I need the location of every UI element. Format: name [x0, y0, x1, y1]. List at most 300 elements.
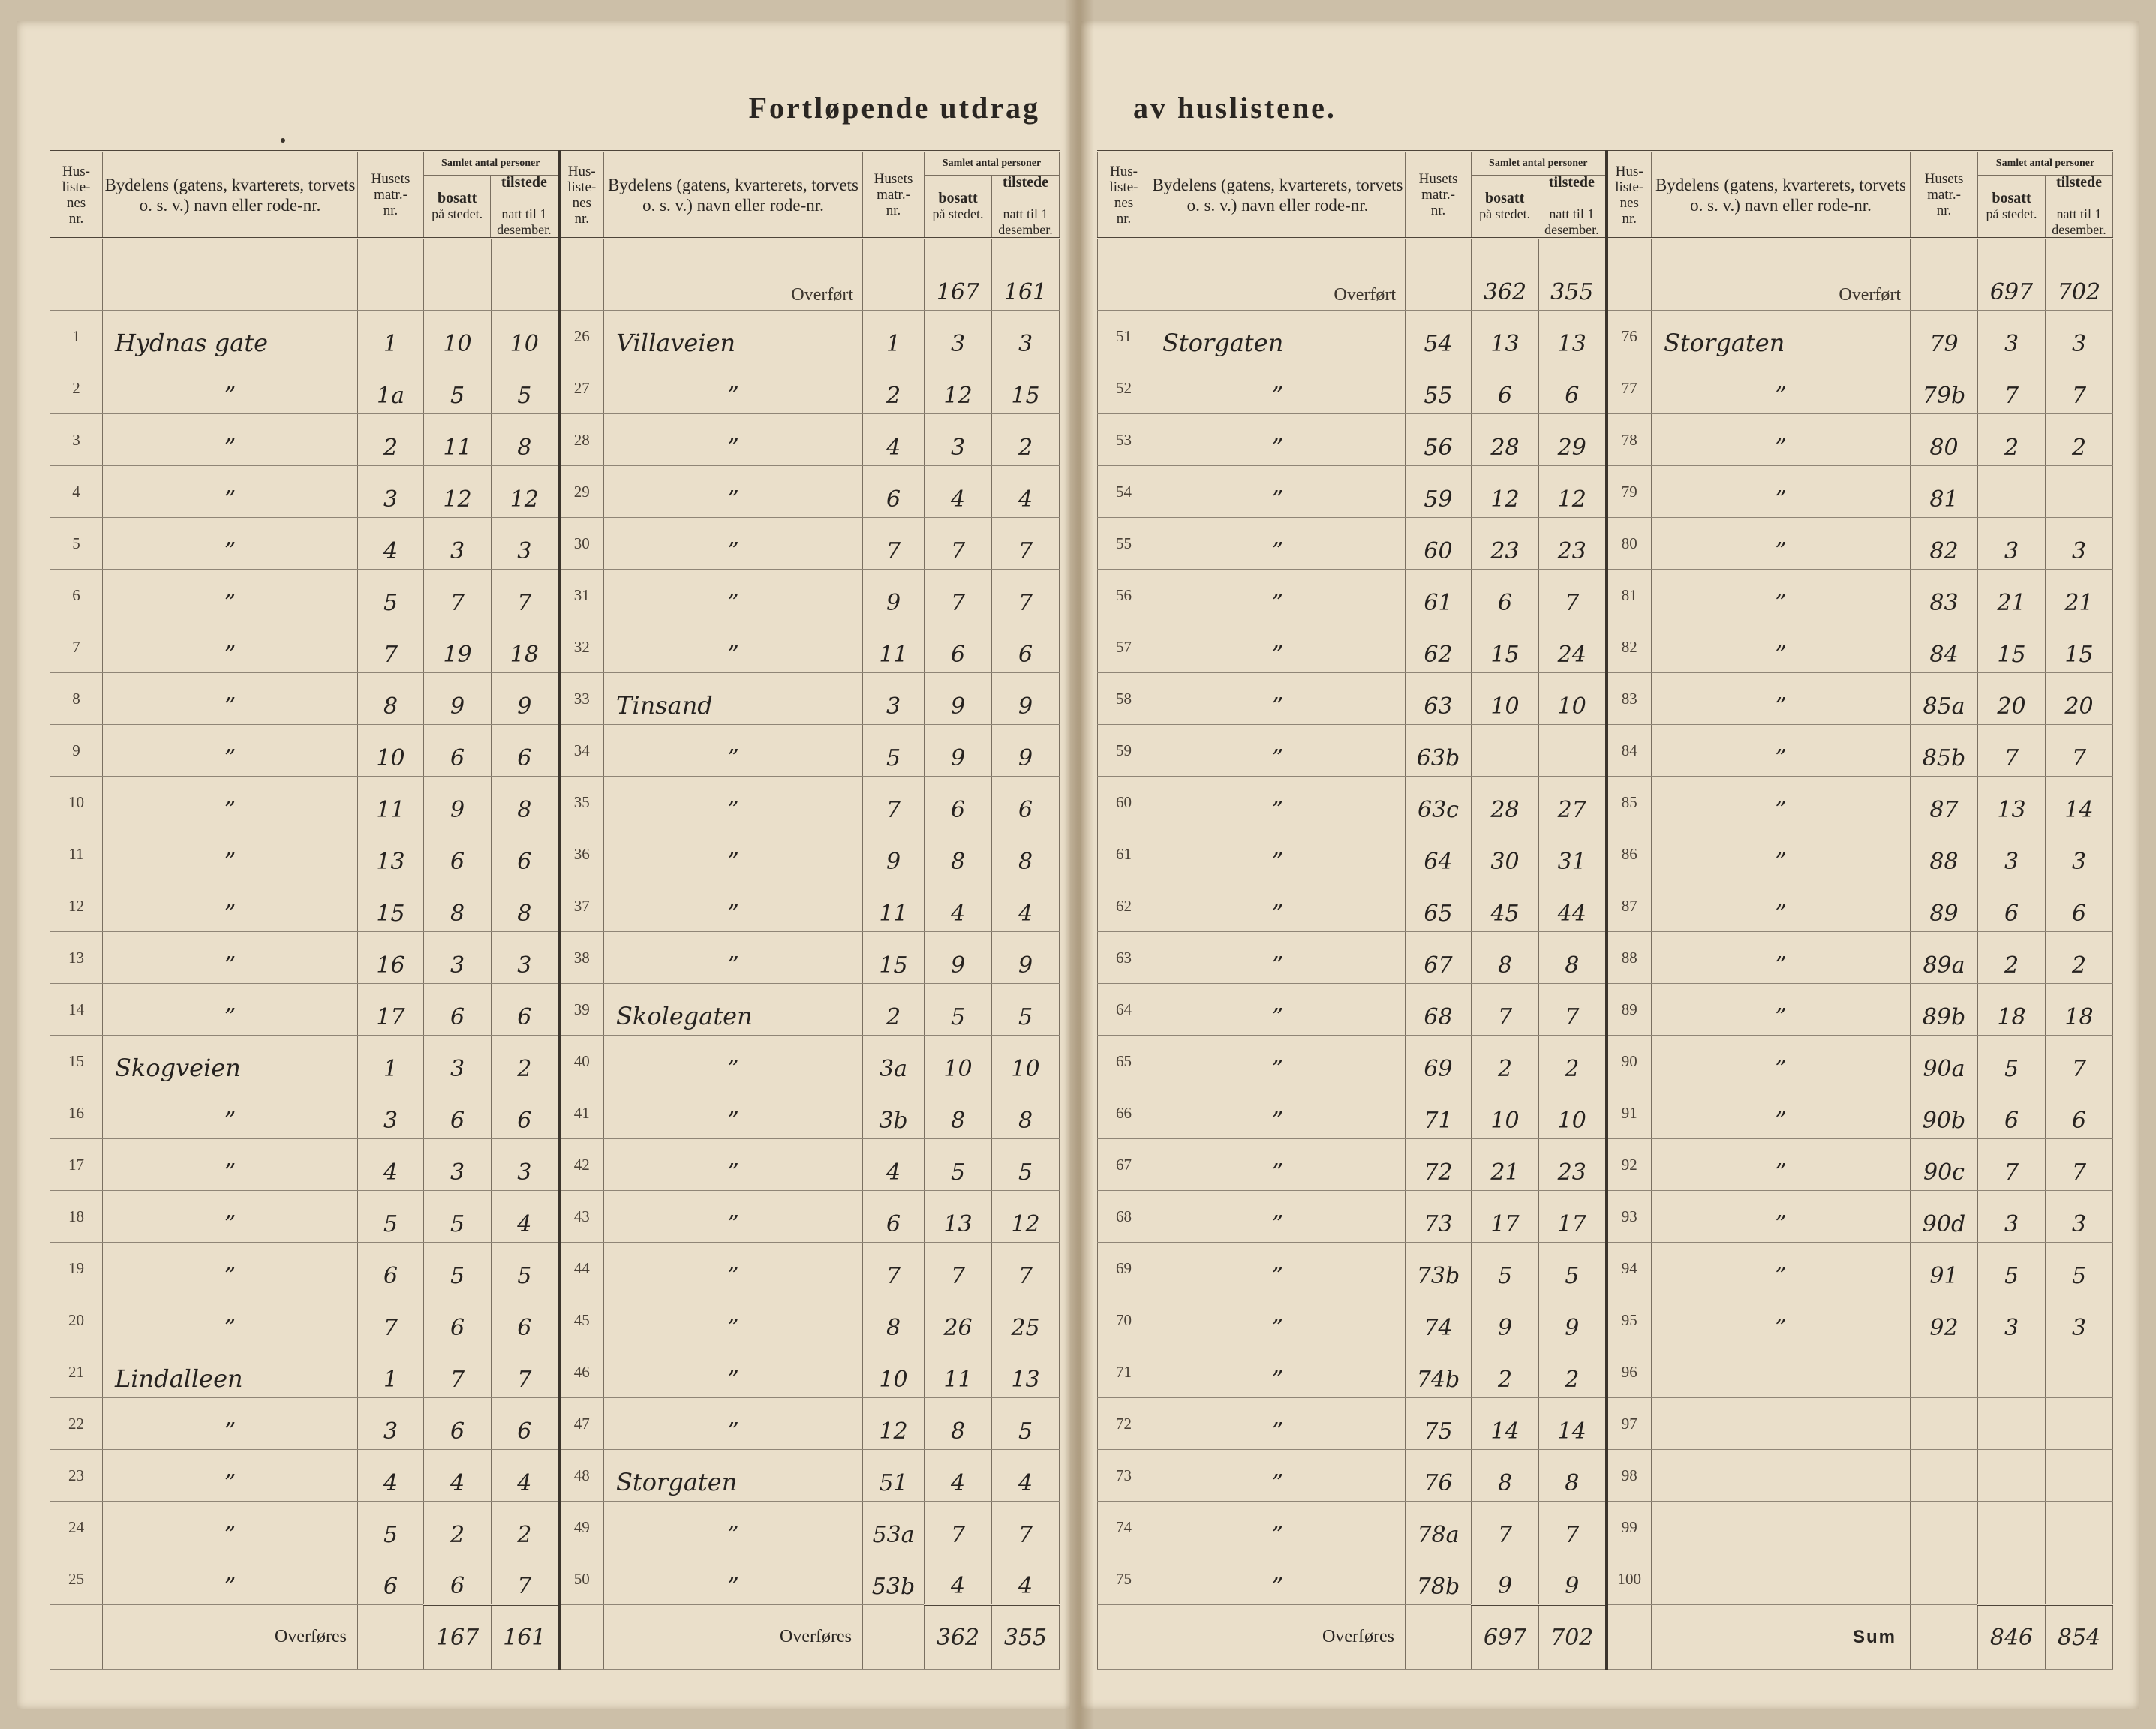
house-list-nr: 49 [559, 1502, 604, 1553]
foot-matr [863, 1605, 925, 1670]
tilstede-count: 8 [492, 880, 559, 932]
matr-nr: 89 [1911, 880, 1978, 932]
bosatt-count [1978, 1502, 2046, 1553]
header-nr: Hus- liste- nes nr. [1098, 152, 1150, 239]
house-list-nr: 13 [50, 932, 103, 984]
ledger-row [50, 362, 1060, 414]
tilstede-count: 7 [492, 570, 559, 621]
carry-out-row [50, 1605, 1060, 1670]
house-list-nr: 98 [1607, 1450, 1652, 1502]
tilstede-count: 2 [992, 414, 1060, 466]
matr-nr: 82 [1911, 518, 1978, 570]
matr-nr: 10 [863, 1346, 925, 1398]
bosatt-count: 4 [424, 1450, 492, 1502]
tilstede-count: 8 [992, 1087, 1060, 1139]
house-list-nr: 26 [559, 311, 604, 362]
bosatt-count: 23 [1472, 518, 1539, 570]
header-matr: Husets matr.- nr. [358, 152, 424, 239]
carry-out-bosatt: 167 [424, 1605, 492, 1670]
tilstede-count: 12 [1539, 466, 1607, 518]
header-bosatt: bosatt på stedet. [432, 190, 483, 221]
tilstede-count: 5 [992, 984, 1060, 1036]
house-list-nr: 76 [1607, 311, 1652, 362]
bosatt-count: 4 [925, 1553, 992, 1605]
house-list-nr: 92 [1607, 1139, 1652, 1191]
ledger-row [1098, 311, 2113, 362]
header-matr: Husets matr.- nr. [1406, 152, 1472, 239]
street-name: Storgaten [1150, 311, 1406, 362]
ditto-mark: ” [604, 1294, 863, 1346]
house-list-nr: 65 [1098, 1036, 1150, 1087]
ditto-mark: ” [103, 570, 358, 621]
header-person-count [1472, 152, 1607, 239]
matr-nr: 83 [1911, 570, 1978, 621]
house-list-nr: 41 [559, 1087, 604, 1139]
tilstede-count [2046, 1502, 2113, 1553]
house-list-nr: 37 [559, 880, 604, 932]
house-list-nr: 69 [1098, 1243, 1150, 1294]
matr-nr: 1 [863, 311, 925, 362]
tilstede-count: 20 [2046, 673, 2113, 725]
house-list-nr: 61 [1098, 828, 1150, 880]
house-list-nr: 8 [50, 673, 103, 725]
header-matr: Husets matr.- nr. [1911, 152, 1978, 239]
house-list-nr: 87 [1607, 880, 1652, 932]
ditto-mark: ” [103, 1243, 358, 1294]
matr-nr: 67 [1406, 932, 1472, 984]
tilstede-count: 8 [1539, 1450, 1607, 1502]
matr-nr: 2 [863, 984, 925, 1036]
ditto-mark: ” [604, 362, 863, 414]
bosatt-count: 2 [1472, 1346, 1539, 1398]
ditto-mark: ” [1652, 828, 1911, 880]
matr-nr: 76 [1406, 1450, 1472, 1502]
tilstede-count: 18 [2046, 984, 2113, 1036]
ditto-mark: ” [103, 932, 358, 984]
tilstede-count: 5 [992, 1398, 1060, 1450]
house-list-nr: 67 [1098, 1139, 1150, 1191]
bosatt-count: 7 [1978, 362, 2046, 414]
header-group-title: Samlet antal personer [925, 152, 1059, 176]
bosatt-count: 9 [925, 673, 992, 725]
matr-nr: 4 [863, 414, 925, 466]
matr-nr: 90d [1911, 1191, 1978, 1243]
matr-nr: 9 [863, 570, 925, 621]
matr-nr: 63b [1406, 725, 1472, 777]
ledger-row [1098, 1502, 2113, 1553]
carry-matr [358, 239, 424, 311]
house-list-nr: 38 [559, 932, 604, 984]
ditto-mark: ” [1652, 621, 1911, 673]
bosatt-count: 3 [1978, 518, 2046, 570]
matr-nr: 90c [1911, 1139, 1978, 1191]
matr-nr [1911, 1502, 1978, 1553]
house-list-nr: 55 [1098, 518, 1150, 570]
matr-nr: 3 [358, 466, 424, 518]
house-list-nr: 12 [50, 880, 103, 932]
ditto-mark: ” [1652, 518, 1911, 570]
ledger-row [50, 880, 1060, 932]
carry-matr [1911, 239, 1978, 311]
ditto-mark: ” [1150, 1398, 1406, 1450]
bosatt-count: 7 [1978, 1139, 2046, 1191]
matr-nr: 90a [1911, 1036, 1978, 1087]
foot-matr [1911, 1605, 1978, 1670]
matr-nr: 17 [358, 984, 424, 1036]
bosatt-count: 30 [1472, 828, 1539, 880]
header-description: Bydelens (gatens, kvarterets, torvets o. s. v.) navn eller rode-nr. [604, 152, 863, 239]
tilstede-count: 8 [992, 828, 1060, 880]
tilstede-count: 7 [492, 1346, 559, 1398]
ditto-mark: ” [103, 1398, 358, 1450]
house-list-nr: 17 [50, 1139, 103, 1191]
house-list-nr: 1 [50, 311, 103, 362]
carry-matr [1406, 239, 1472, 311]
header-nr: Hus- liste- nes nr. [559, 152, 604, 239]
ledger-row [50, 1087, 1060, 1139]
ditto-mark: ” [103, 1450, 358, 1502]
matr-nr: 84 [1911, 621, 1978, 673]
ditto-mark: ” [604, 1087, 863, 1139]
tilstede-count: 7 [992, 1243, 1060, 1294]
bosatt-count: 7 [424, 570, 492, 621]
house-list-nr: 88 [1607, 932, 1652, 984]
ditto-mark: ” [604, 1346, 863, 1398]
ditto-mark: ” [103, 1139, 358, 1191]
street-name: Lindalleen [103, 1346, 358, 1398]
tilstede-count: 4 [992, 1553, 1060, 1605]
tilstede-count [2046, 1346, 2113, 1398]
ink-dot [281, 138, 285, 143]
matr-nr: 89a [1911, 932, 1978, 984]
matr-nr: 78a [1406, 1502, 1472, 1553]
carry-in-tilstede [492, 239, 559, 311]
tilstede-count: 6 [492, 1294, 559, 1346]
matr-nr: 13 [358, 828, 424, 880]
tilstede-count: 5 [992, 1139, 1060, 1191]
ledger-row [50, 1553, 1060, 1605]
ditto-mark: ” [1150, 1502, 1406, 1553]
ditto-mark: ” [604, 1553, 863, 1605]
header-subcolumns [424, 176, 558, 237]
ledger-row [1098, 1450, 2113, 1502]
header-bosatt: bosatt på stedet. [932, 190, 984, 221]
matr-nr: 15 [358, 880, 424, 932]
house-list-nr: 23 [50, 1450, 103, 1502]
bosatt-count: 3 [424, 932, 492, 984]
ditto-mark: ” [1150, 414, 1406, 466]
matr-nr: 79b [1911, 362, 1978, 414]
tilstede-count: 7 [992, 570, 1060, 621]
carry-out-tilstede: 702 [1539, 1605, 1607, 1670]
house-list-nr: 11 [50, 828, 103, 880]
bosatt-count: 5 [1978, 1036, 2046, 1087]
matr-nr: 63 [1406, 673, 1472, 725]
page-title-right: av huslistene. [1133, 91, 1337, 125]
tilstede-count: 15 [992, 362, 1060, 414]
header-person-count [925, 152, 1060, 239]
bosatt-count: 9 [1472, 1294, 1539, 1346]
tilstede-count: 9 [1539, 1553, 1607, 1605]
ledger-row [50, 1502, 1060, 1553]
house-list-nr: 95 [1607, 1294, 1652, 1346]
tilstede-count: 5 [2046, 1243, 2113, 1294]
house-list-nr: 19 [50, 1243, 103, 1294]
bosatt-count: 26 [925, 1294, 992, 1346]
matr-nr: 85a [1911, 673, 1978, 725]
header-nr: Hus- liste- nes nr. [1607, 152, 1652, 239]
bosatt-count: 6 [1472, 362, 1539, 414]
ledger-row [1098, 414, 2113, 466]
house-list-nr: 22 [50, 1398, 103, 1450]
matr-nr: 61 [1406, 570, 1472, 621]
header-description: Bydelens (gatens, kvarterets, torvets o. s. v.) navn eller rode-nr. [1652, 152, 1911, 239]
house-list-nr: 50 [559, 1553, 604, 1605]
matr-nr: 3 [863, 673, 925, 725]
sum-tilstede: 854 [2046, 1605, 2113, 1670]
ditto-mark: ” [103, 1553, 358, 1605]
house-list-nr: 83 [1607, 673, 1652, 725]
bosatt-count: 12 [424, 466, 492, 518]
ditto-mark: ” [1652, 1294, 1911, 1346]
ledger-row [1098, 1346, 2113, 1398]
matr-nr: 79 [1911, 311, 1978, 362]
carry-in-label: Overført [1150, 239, 1406, 311]
bosatt-count: 18 [1978, 984, 2046, 1036]
tilstede-count: 25 [992, 1294, 1060, 1346]
bosatt-count: 45 [1472, 880, 1539, 932]
tilstede-count: 4 [992, 466, 1060, 518]
ditto-mark: ” [1150, 880, 1406, 932]
bosatt-count: 2 [424, 1502, 492, 1553]
bosatt-count: 5 [1472, 1243, 1539, 1294]
house-list-nr: 2 [50, 362, 103, 414]
ditto-mark: ” [604, 777, 863, 828]
ledger-row [1098, 362, 2113, 414]
matr-nr [1911, 1346, 1978, 1398]
carry-out-bosatt: 697 [1472, 1605, 1539, 1670]
ditto-mark: ” [103, 621, 358, 673]
tilstede-count: 3 [2046, 1191, 2113, 1243]
tilstede-count: 2 [2046, 932, 2113, 984]
header-description: Bydelens (gatens, kvarterets, torvets o. s. v.) navn eller rode-nr. [1150, 152, 1406, 239]
matr-nr: 4 [358, 518, 424, 570]
ditto-mark: ” [604, 414, 863, 466]
tilstede-count [2046, 1450, 2113, 1502]
house-list-nr: 28 [559, 414, 604, 466]
ditto-mark: ” [1652, 1191, 1911, 1243]
house-list-nr: 44 [559, 1243, 604, 1294]
house-list-nr: 80 [1607, 518, 1652, 570]
tilstede-count: 2 [1539, 1346, 1607, 1398]
ditto-mark: ” [604, 880, 863, 932]
house-list-nr: 77 [1607, 362, 1652, 414]
ditto-mark: ” [1150, 725, 1406, 777]
matr-nr: 7 [358, 1294, 424, 1346]
house-list-nr: 56 [1098, 570, 1150, 621]
ditto-mark: ” [1150, 1450, 1406, 1502]
page-title-left: Fortløpende utdrag [748, 91, 1040, 125]
ledger-row [1098, 777, 2113, 828]
ditto-mark: ” [1652, 362, 1911, 414]
bosatt-count: 13 [1978, 777, 2046, 828]
house-list-nr: 47 [559, 1398, 604, 1450]
bosatt-count: 4 [925, 466, 992, 518]
matr-nr: 8 [863, 1294, 925, 1346]
ditto-mark: ” [604, 1398, 863, 1450]
street-name: Hydnas gate [103, 311, 358, 362]
house-list-nr: 25 [50, 1553, 103, 1605]
matr-nr: 15 [863, 932, 925, 984]
carry-nr [1607, 239, 1652, 311]
tilstede-count: 7 [1539, 1502, 1607, 1553]
tilstede-count: 12 [992, 1191, 1060, 1243]
tilstede-count: 5 [492, 1243, 559, 1294]
matr-nr: 7 [863, 518, 925, 570]
tilstede-count [2046, 466, 2113, 518]
ledger-row [1098, 1036, 2113, 1087]
carry-matr [863, 239, 925, 311]
bosatt-count: 9 [424, 673, 492, 725]
house-list-nr: 74 [1098, 1502, 1150, 1553]
house-list-nr: 63 [1098, 932, 1150, 984]
matr-nr: 1 [358, 1036, 424, 1087]
matr-nr: 56 [1406, 414, 1472, 466]
house-list-nr: 9 [50, 725, 103, 777]
bosatt-count: 13 [925, 1191, 992, 1243]
ditto-mark: ” [103, 518, 358, 570]
header-matr: Husets matr.- nr. [863, 152, 925, 239]
house-list-nr: 27 [559, 362, 604, 414]
matr-nr: 6 [358, 1553, 424, 1605]
matr-nr: 8 [358, 673, 424, 725]
foot-nr [1607, 1605, 1652, 1670]
ledger-row [50, 984, 1060, 1036]
house-list-nr: 48 [559, 1450, 604, 1502]
bosatt-count: 8 [925, 828, 992, 880]
matr-nr: 92 [1911, 1294, 1978, 1346]
bosatt-count: 9 [925, 725, 992, 777]
bosatt-count: 7 [925, 518, 992, 570]
sum-label: Sum [1652, 1605, 1911, 1670]
ditto-mark: ” [604, 1139, 863, 1191]
tilstede-count: 23 [1539, 518, 1607, 570]
carry-in-label [103, 239, 358, 311]
ledger-row [1098, 1139, 2113, 1191]
house-list-nr: 96 [1607, 1346, 1652, 1398]
tilstede-count: 8 [492, 777, 559, 828]
house-list-nr: 53 [1098, 414, 1150, 466]
tilstede-count: 14 [1539, 1398, 1607, 1450]
tilstede-count: 2 [2046, 414, 2113, 466]
ditto-mark: ” [1652, 414, 1911, 466]
ditto-mark: ” [1150, 1346, 1406, 1398]
carry-out-bosatt: 362 [925, 1605, 992, 1670]
tilstede-count: 9 [992, 725, 1060, 777]
tilstede-count: 9 [992, 673, 1060, 725]
book-gutter [1064, 0, 1094, 1729]
carry-nr [1098, 239, 1150, 311]
bosatt-count: 21 [1978, 570, 2046, 621]
ditto-mark: ” [604, 932, 863, 984]
matr-nr: 11 [358, 777, 424, 828]
tilstede-count: 4 [492, 1450, 559, 1502]
house-list-nr: 57 [1098, 621, 1150, 673]
bosatt-count [1978, 1398, 2046, 1450]
ledger-row [50, 1450, 1060, 1502]
carry-in-label: Overført [1652, 239, 1911, 311]
matr-nr: 5 [358, 570, 424, 621]
ditto-mark: ” [1150, 1036, 1406, 1087]
matr-nr: 3 [358, 1087, 424, 1139]
header-tilstede: tilstede natt til 1 desember. [991, 176, 1059, 237]
tilstede-count: 8 [492, 414, 559, 466]
carry-in-tilstede: 355 [1539, 239, 1607, 311]
tilstede-count: 9 [992, 932, 1060, 984]
ledger-row [50, 673, 1060, 725]
carry-out-tilstede: 355 [992, 1605, 1060, 1670]
house-list-nr: 34 [559, 725, 604, 777]
bosatt-count: 28 [1472, 414, 1539, 466]
matr-nr: 10 [358, 725, 424, 777]
matr-nr [1911, 1398, 1978, 1450]
bosatt-count: 11 [925, 1346, 992, 1398]
ditto-mark: ” [103, 880, 358, 932]
ditto-mark: ” [103, 1191, 358, 1243]
bosatt-count: 19 [424, 621, 492, 673]
bosatt-count: 9 [1472, 1553, 1539, 1605]
matr-nr: 5 [358, 1191, 424, 1243]
house-list-nr: 73 [1098, 1450, 1150, 1502]
matr-nr: 71 [1406, 1087, 1472, 1139]
matr-nr: 11 [863, 880, 925, 932]
bosatt-count: 7 [424, 1346, 492, 1398]
house-list-nr: 100 [1607, 1553, 1652, 1605]
tilstede-count: 7 [992, 1502, 1060, 1553]
carry-in-tilstede: 702 [2046, 239, 2113, 311]
ledger-row [1098, 725, 2113, 777]
street-name: Skolegaten [604, 984, 863, 1036]
matr-nr: 1 [358, 311, 424, 362]
tilstede-count: 3 [492, 518, 559, 570]
street-name [1652, 1346, 1911, 1398]
ditto-mark: ” [1652, 1087, 1911, 1139]
tilstede-count: 14 [2046, 777, 2113, 828]
house-list-nr: 24 [50, 1502, 103, 1553]
house-list-nr: 68 [1098, 1191, 1150, 1243]
matr-nr: 3a [863, 1036, 925, 1087]
house-list-nr: 84 [1607, 725, 1652, 777]
ditto-mark: ” [604, 725, 863, 777]
header-group-title: Samlet antal personer [1978, 152, 2112, 176]
ditto-mark: ” [604, 1036, 863, 1087]
bosatt-count: 7 [925, 1502, 992, 1553]
bosatt-count: 17 [1472, 1191, 1539, 1243]
header-person-count [1978, 152, 2113, 239]
bosatt-count: 28 [1472, 777, 1539, 828]
tilstede-count: 27 [1539, 777, 1607, 828]
tilstede-count: 6 [492, 1087, 559, 1139]
right-page [1081, 21, 2139, 1709]
matr-nr: 3 [358, 1398, 424, 1450]
tilstede-count: 7 [2046, 1036, 2113, 1087]
matr-nr: 4 [863, 1139, 925, 1191]
bosatt-count: 6 [424, 828, 492, 880]
house-list-nr: 70 [1098, 1294, 1150, 1346]
header-bosatt: bosatt på stedet. [1986, 190, 2037, 221]
ditto-mark: ” [1150, 362, 1406, 414]
bosatt-count: 2 [1472, 1036, 1539, 1087]
